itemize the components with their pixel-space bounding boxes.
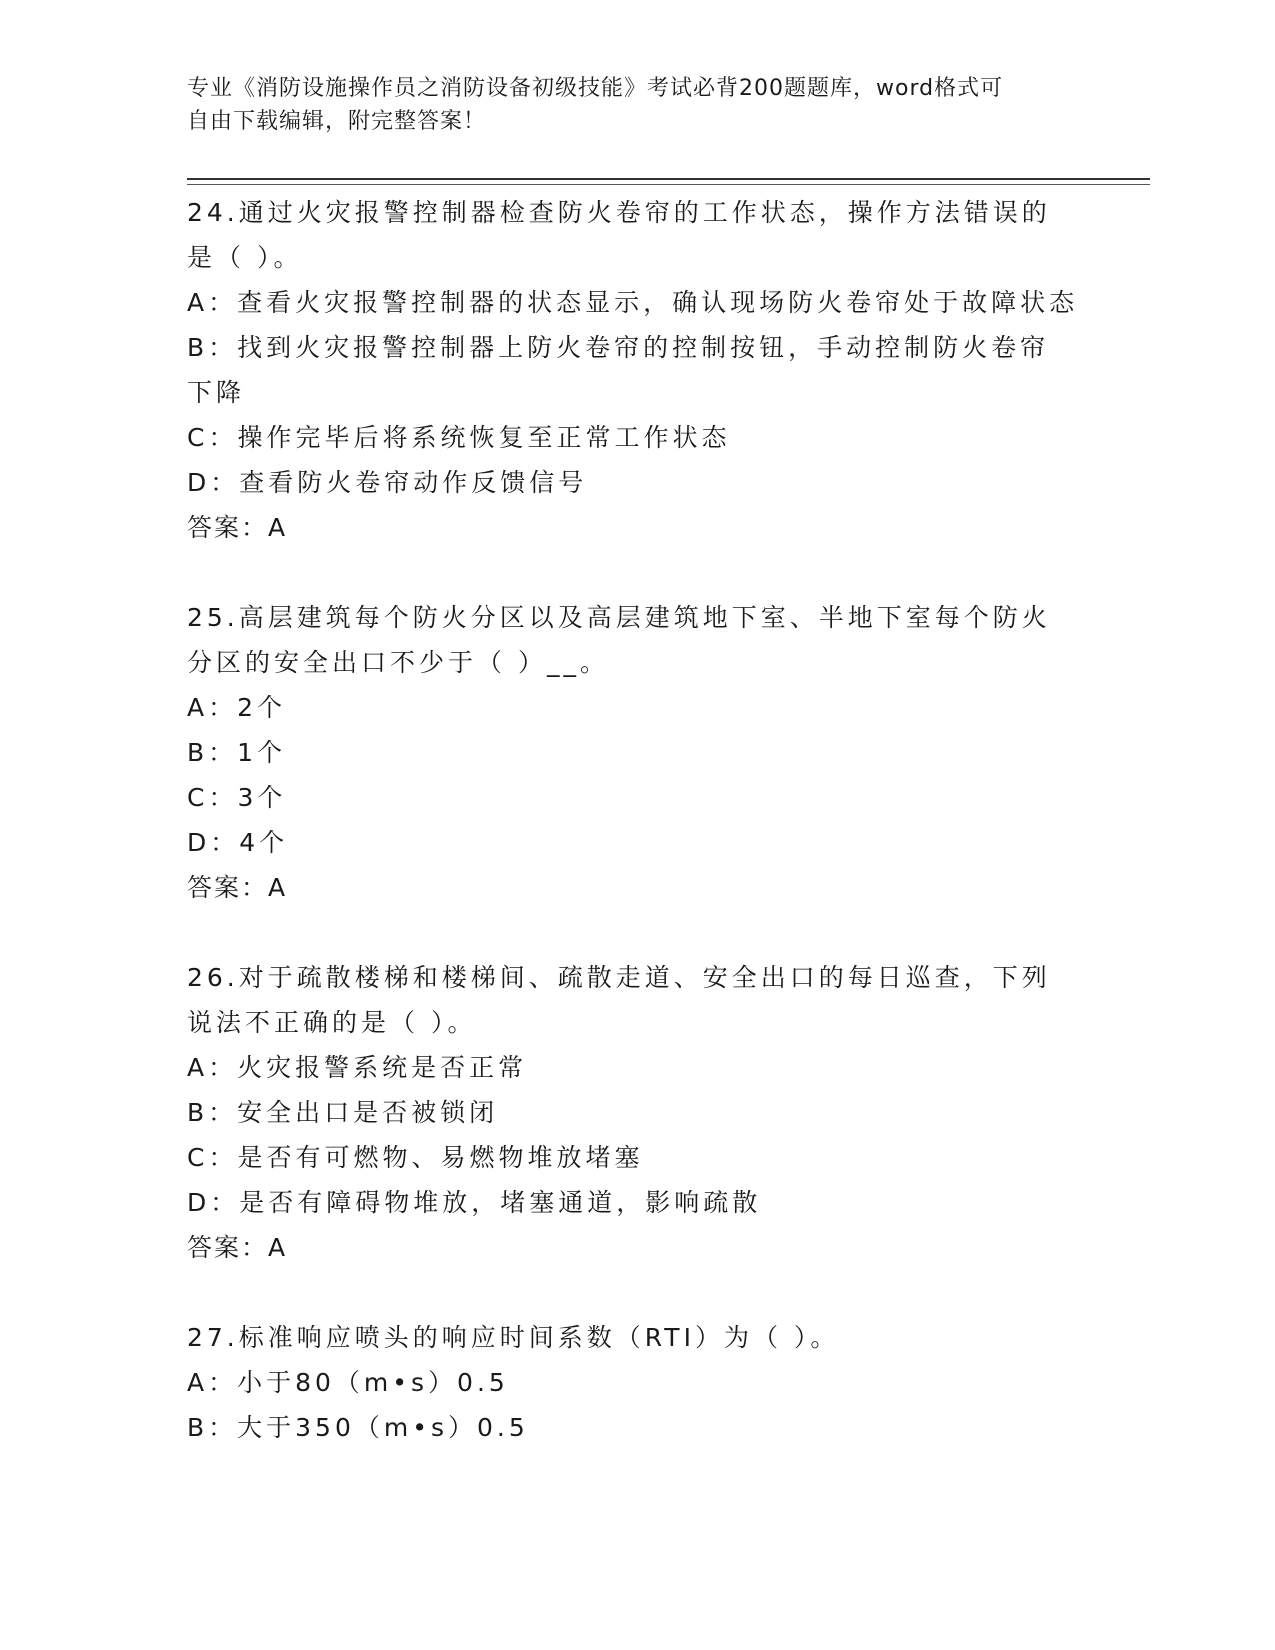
- option-b: B：大于350（m•s）0.5: [187, 1413, 529, 1442]
- answer: 答案：A: [187, 513, 288, 542]
- option-d: D：查看防火卷帘动作反馈信号: [187, 468, 588, 497]
- header-divider: [187, 178, 1150, 180]
- spacer: [187, 1270, 1077, 1315]
- option-c: C：操作完毕后将系统恢复至正常工作状态: [187, 423, 731, 452]
- answer: 答案：A: [187, 873, 288, 902]
- option-c: C：是否有可燃物、易燃物堆放堵塞: [187, 1143, 644, 1172]
- question-list: [187, 190, 1077, 1450]
- option-d: D：4个: [187, 828, 289, 857]
- question-24: [187, 190, 1077, 550]
- option-d: D：是否有障碍物堆放，堵塞通道，影响疏散: [187, 1188, 762, 1217]
- question-stem: 26.对于疏散楼梯和楼梯间、疏散走道、安全出口的每日巡查，下列说法不正确的是（ ）。: [187, 963, 1051, 1037]
- header-line-1: 专业《消防设施操作员之消防设备初级技能》考试必背200题题库，word格式可: [187, 76, 1004, 101]
- option-a: A：小于80（m•s）0.5: [187, 1368, 509, 1397]
- question-26: [187, 955, 1077, 1270]
- option-a: A：火灾报警系统是否正常: [187, 1053, 528, 1082]
- question-25: [187, 595, 1077, 910]
- option-b: B：1个: [187, 738, 287, 767]
- option-b: B：找到火灾报警控制器上防火卷帘的控制按钮，手动控制防火卷帘下降: [187, 333, 1050, 407]
- document-header: [187, 72, 1067, 138]
- question-stem: 25.高层建筑每个防火分区以及高层建筑地下室、半地下室每个防火分区的安全出口不少于（ ）__。: [187, 603, 1051, 677]
- option-a: A：查看火灾报警控制器的状态显示，确认现场防火卷帘处于故障状态: [187, 288, 1079, 317]
- question-stem: 27.标准响应喷头的响应时间系数（RTI）为（ ）。: [187, 1323, 840, 1352]
- spacer: [187, 910, 1077, 955]
- answer: 答案：A: [187, 1233, 288, 1262]
- option-c: C：3个: [187, 783, 287, 812]
- option-b: B：安全出口是否被锁闭: [187, 1098, 499, 1127]
- spacer: [187, 550, 1077, 595]
- option-a: A：2个: [187, 693, 287, 722]
- header-divider-thin: [187, 184, 1150, 185]
- header-line-2: 自由下载编辑，附完整答案！: [187, 109, 487, 134]
- question-27: [187, 1315, 1077, 1450]
- question-stem: 24.通过火灾报警控制器检查防火卷帘的工作状态，操作方法错误的是（ ）。: [187, 198, 1051, 272]
